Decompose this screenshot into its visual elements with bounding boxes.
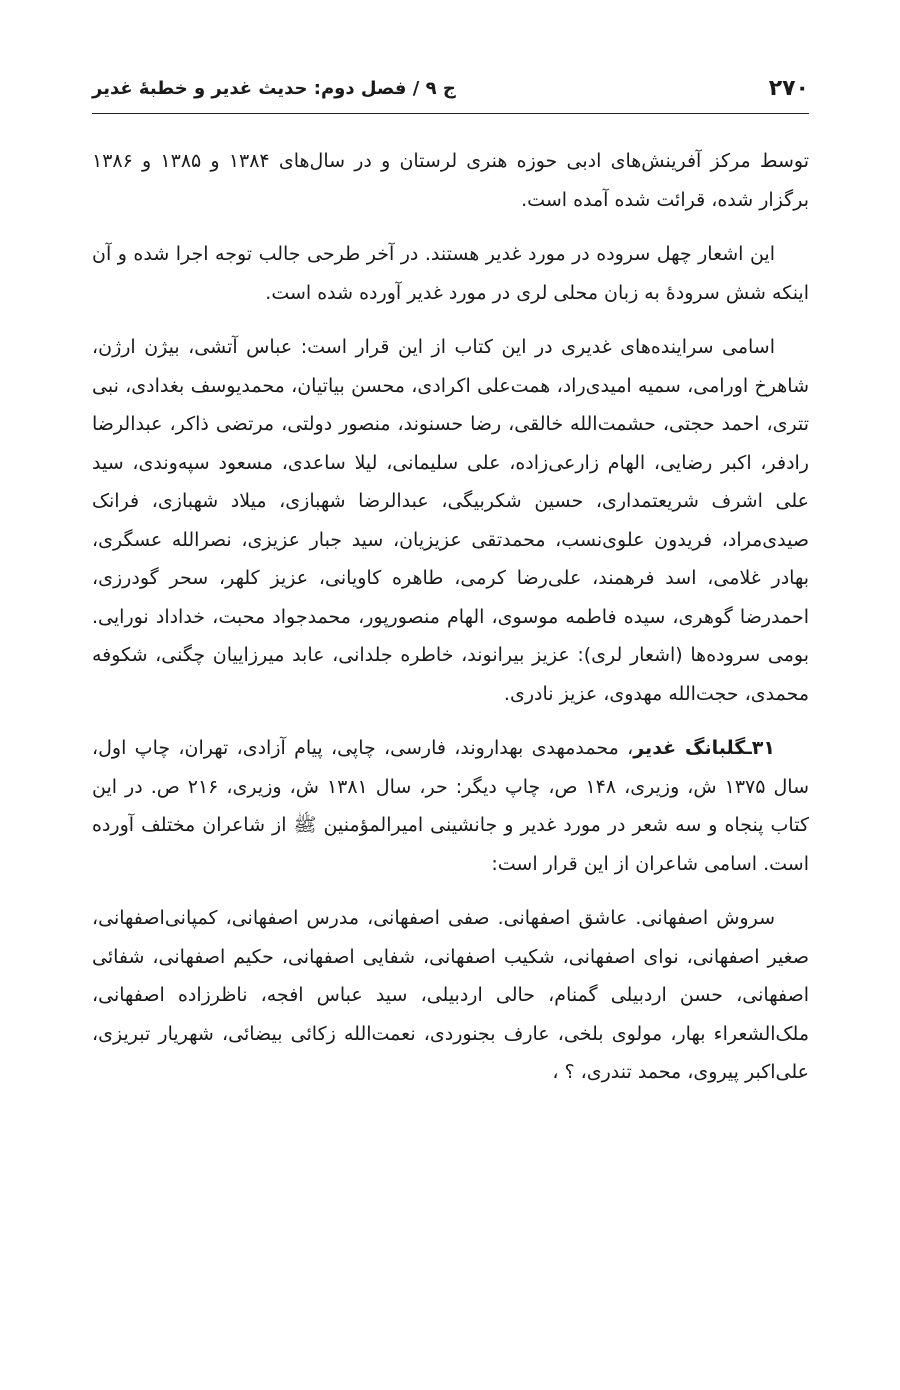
paragraph-forty-poems	[92, 235, 809, 312]
page-number: ۲۷۰	[768, 76, 809, 101]
paragraph-poet-names	[92, 328, 809, 713]
book-entry-title: ۳۱ـگلبانگ غدیر	[633, 737, 775, 759]
paragraph-text: توسط مرکز آفرینش‌های ادبی حوزه هنری لرستان و در سال‌های ۱۳۸۴ و ۱۳۸۵ و ۱۳۸۶ برگزار شده، قرائت شده آمده است.	[92, 150, 809, 211]
page-header	[92, 66, 809, 114]
paragraph-book-entry	[92, 729, 809, 883]
header-rule	[92, 113, 809, 114]
paragraph-text: اسامی سرایندەهای غدیری در این کتاب از این قرار است: عباس آتشی، بیژن ارژن، شاهرخ اورامی، سمیه امیدی‌راد، همت‌علی اکرادی، محسن بیاتیان، محمدیوسف بغدادی، نبی تتری، احمد حجتی، حشمت‌الله خالقی، رضا حسنوند، منصور دولتی، مرتضی ذاکر، عبدالرضا رادفر، اکبر رضایی، الهام زارعی‌زاده، علی سلیمانی، لیلا ساعدی، مسعود سپه‌وندی، سید علی اشرف شریعتمداری، حسین شکربیگی، عبدالرضا شهبازی، میلاد شهبازی، فرانک صیدی‌مراد، فریدون علوی‌نسب، محمدتقی عزیزیان، سید جبار عزیزی، نصرالله عسگری، بهادر غلامی، اسد فرهمند، علی‌رضا کرمی، طاهره کاویانی، عزیز کلهر، سحر گودرزی، احمدرضا گوهری، سیده فاطمه موسوی، الهام منصورپور، محمدجواد محبت، خداداد نورایی. بومی سرودەها (اشعار لری): عزیز بیرانوند، خاطره جلدانی، عابد میرزاییان چگنی، شکوفه محمدی، حجت‌الله مهدوی، عزیز نادری.	[92, 336, 809, 705]
paragraph-text: ، محمدمهدی بهداروند، فارسی، چاپی، پیام آزادی، تهران، چاپ اول، سال ۱۳۷۵ ش، وزیری، ۱۴۸ ص، چاپ دیگر: حر، سال ۱۳۸۱ ش، وزیری، ۲۱۶ ص. در این کتاب پنجاه و سه شعر در مورد غدیر و جانشینی امیرالمؤمنین ﷺ از شاعران مختلف آورده است. اسامی شاعران از این قرار است:	[92, 737, 810, 875]
paragraph-continuation	[92, 142, 809, 219]
body-text	[92, 142, 809, 1108]
paragraph-poet-list	[92, 899, 809, 1092]
paragraph-text: این اشعار چهل سروده در مورد غدیر هستند. در آخر طرحی جالب توجه اجرا شده و آن اینکه شش سرودهٔ به زبان محلی لری در مورد غدیر آورده شده است.	[92, 243, 809, 304]
running-title: ج ۹ / فصل دوم: حدیث غدیر و خطبهٔ غدیر	[92, 78, 456, 99]
paragraph-text: سروش اصفهانی. عاشق اصفهانی. صفی اصفهانی، مدرس اصفهانی، کمپانی‌اصفهانی، صغیر اصفهانی، نوای اصفهانی، شکیب اصفهانی، شفایی اصفهانی، حکیم اصفهانی، شفائی اصفهانی، حسن اردبیلی گمنام، حالی اردبیلی، سید عباس افجه، ناظرزاده اصفهانی، ملک‌الشعراء بهار، مولوی بلخی، عارف بجنوردی، نعمت‌الله زکائی بیضائی، شهریار تبریزی، علی‌اکبر پیروی، محمد تندری، ؟ ،	[92, 907, 809, 1083]
